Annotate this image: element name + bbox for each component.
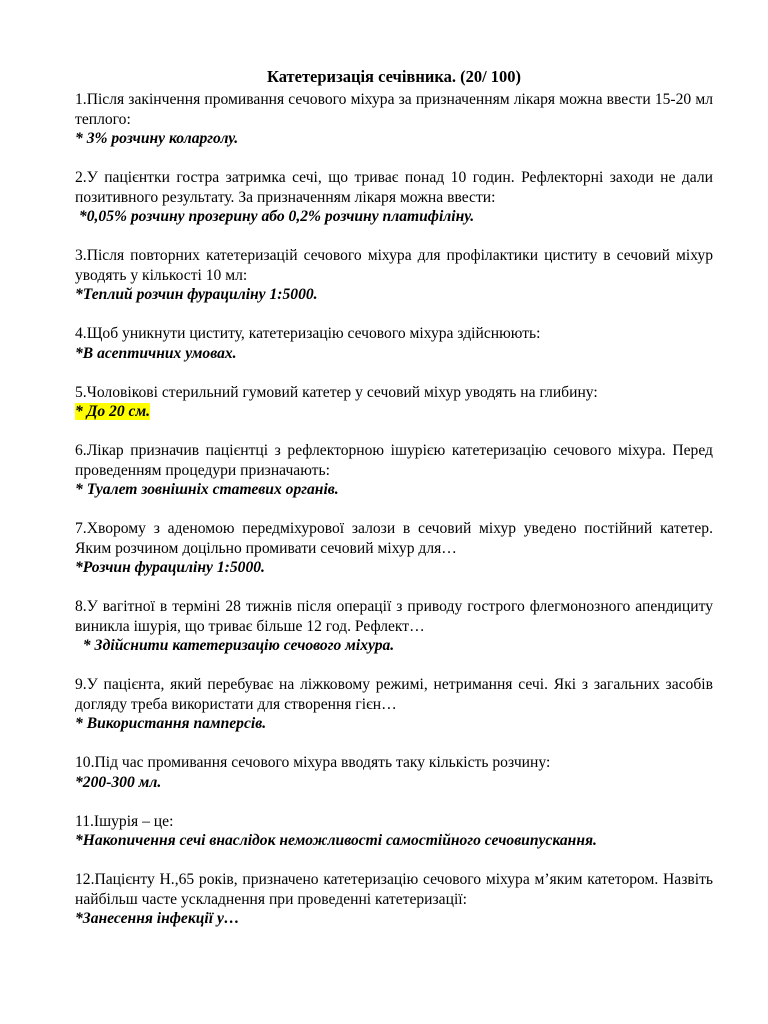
question-text: 5.Чоловікові стерильний гумовий катетер у сечовий міхур уводять на глибину: <box>75 383 598 401</box>
answer-line <box>75 558 713 578</box>
answer-line <box>75 129 713 149</box>
answer-text: *Розчин фурациліну 1:5000. <box>75 559 265 576</box>
answer-text: *Накопичення сечі внаслідок неможливості самостійного сечовипускання. <box>75 832 597 849</box>
document-page <box>75 66 713 948</box>
answer-line <box>75 773 713 793</box>
question-item <box>75 168 713 227</box>
answer-text: *В асептичних умовах. <box>75 344 237 362</box>
answer-text: *Теплий розчин фурациліну 1:5000. <box>75 286 318 303</box>
question-text: 3.Після повторних катетеризацій сечового міхура для профілактики циститу в сечовий міхур уводять у кількості 10 мл: <box>75 247 713 284</box>
question-text: 1.Після закінчення промивання сечового міхура за призначенням лікаря можна ввести 15-20 мл теплого: <box>75 91 713 128</box>
question-item <box>75 383 713 422</box>
question-item <box>75 753 713 792</box>
answer-text: *0,05% розчину прозерину або 0,2% розчину платифіліну. <box>75 208 475 225</box>
answer-line <box>75 480 713 500</box>
question-item <box>75 324 713 363</box>
question-text: 4.Щоб уникнути циститу, катетеризацію сечового міхура здійснюють: <box>75 325 541 342</box>
answer-line <box>75 402 713 422</box>
answer-line <box>75 714 713 734</box>
answer-text: * Здійснити катетеризацію сечового міхура. <box>75 637 395 654</box>
question-item <box>75 870 713 929</box>
question-text: 11.Ішурія – це: <box>75 812 174 830</box>
answer-text: * 3% розчину коларголу. <box>75 130 239 147</box>
question-item <box>75 441 713 500</box>
question-item <box>75 519 713 578</box>
answer-text: *Занесення інфекції у… <box>75 910 240 927</box>
question-item <box>75 812 713 851</box>
document-title: Катетеризація сечівника. (20/ 100) <box>266 67 522 86</box>
answer-line <box>75 285 713 305</box>
highlighted-answer-text: * До 20 см. <box>75 403 151 420</box>
question-text: 9.У пацієнта, який перебуває на ліжковому режимі, нетримання сечі. Які з загальних засобів догляду треба використати для створення гієн… <box>75 676 713 713</box>
answer-line <box>75 909 713 929</box>
question-text: 2.У пацієнтки гостра затримка сечі, що триває понад 10 годин. Рефлекторні заходи не дали позитивного результату. За призначенням лікаря можна ввести: <box>75 169 713 206</box>
answer-text: * Туалет зовнішніх статевих органів. <box>75 481 339 498</box>
question-text: 10.Під час промивання сечового міхура вводять таку кількість розчину: <box>75 754 551 771</box>
question-text: 7.Хворому з аденомою передміхурової залози в сечовий міхур уведено постійний катетер. Яким розчином доцільно промивати сечовий міхур для… <box>75 520 713 557</box>
question-item <box>75 246 713 305</box>
question-item <box>75 90 713 149</box>
answer-text: *200-300 мл. <box>75 773 162 791</box>
question-item <box>75 597 713 656</box>
answer-line <box>75 207 713 227</box>
answer-line <box>75 636 713 656</box>
question-text: 6.Лікар призначив пацієнтці з рефлекторною ішурією катетеризацію сечового міхура. Перед проведенням процедури призначають: <box>75 442 713 479</box>
question-text: 8.У вагітної в терміні 28 тижнів після операції з приводу гострого флегмонозного апендициту виникла ішурія, що триває більше 12 год. Рефлект… <box>75 598 713 635</box>
answer-text: * Використання памперсів. <box>75 715 267 732</box>
answer-line <box>75 831 713 851</box>
question-text: 12.Пацієнту Н.,65 років, призначено катетеризацію сечового міхура м’яким катетором. Назвіть найбільш часте ускладнення при проведенні катетеризації: <box>75 871 713 908</box>
answer-line <box>75 344 713 364</box>
question-item <box>75 675 713 734</box>
